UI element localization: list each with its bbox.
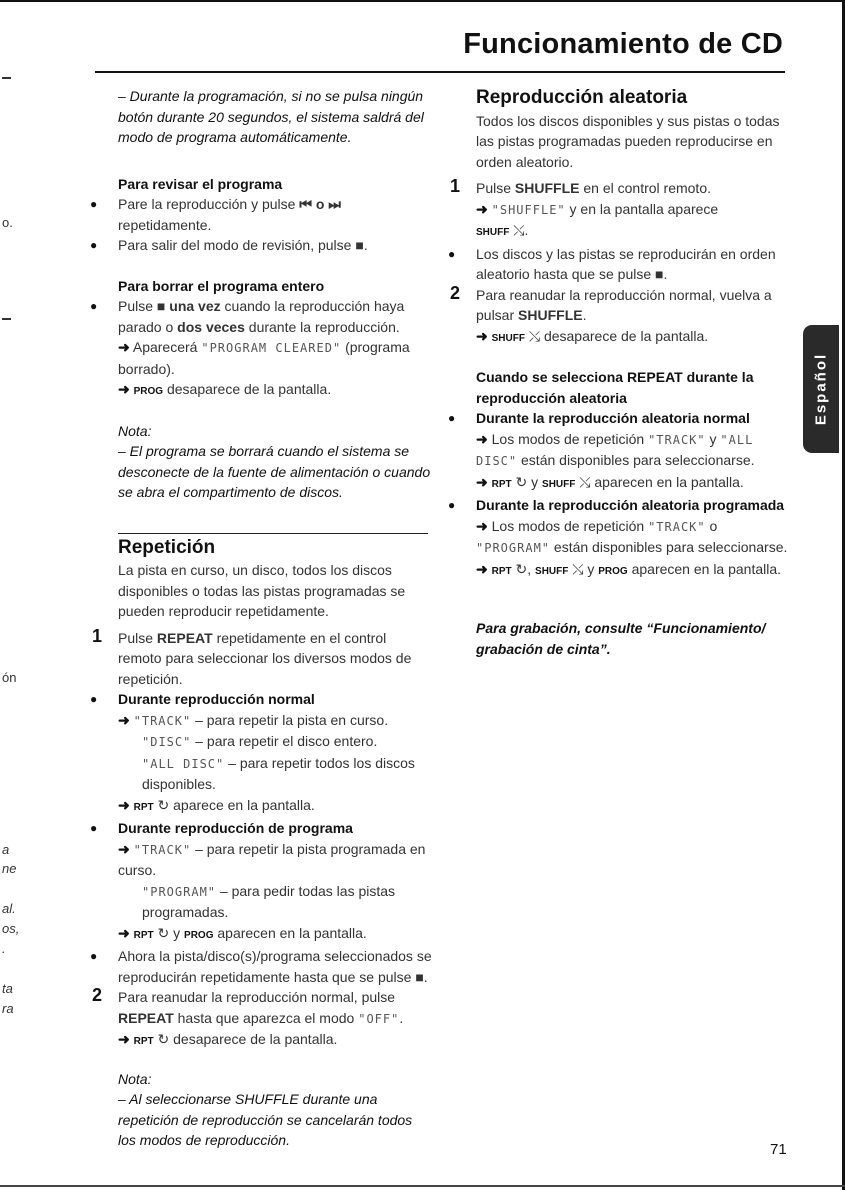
shuffle-title: Reproducción aleatoria [476, 87, 688, 108]
repeat-title: Repetición [118, 536, 216, 558]
page-number: 71 [770, 1141, 787, 1158]
margin-fragment: . [2, 941, 6, 956]
left-column: – Durante la programación, si no se pulsa ningún botón durante 20 segundos, el sistema saldrá del modo de programa automáticamente. Para revisar el programa ● Pare la reproducción y pulse ⏮ o ⏭ repetidamente. ● Para salir del modo de revisión, pulse ■. Para borrar el programa entero ● Pulse ■ una vez cuando la reproducción haya parado o dos veces durante la reproducción. ➜ Aparecerá "PROGRAM CLEARED" (programa borrado). ➜ PROG desaparece de la pantalla. Nota: – El programa se borrará cuando el sistema se desconecte de la fuente de alimentación o cuando se abra el compartimento de discos. Repetición La pista en curso, un disco, todos los discos disponibles o todas las pistas programadas se pueden reproducir repetidamente. 1 Pulse REPEAT repetidamente en el control remoto para seleccionar los diversos modos de repetición. ● Durante reproducción normal ➜ "TRACK" – para repetir la pista en curso. "DISC" – para repetir el disco entero. "ALL DISC" – para repetir todos los discos disponibles. ➜ RPT ↻ aparece en la pantalla. ● Durante reproducción de programa ➜ "TRACK" – para repetir la pista programada en curso. "PROGRAM" – para pedir todas las pistas programadas. ➜ RPT ↻ y PROG aparecen en la pantalla. ● Ahora la pista/disco(s)/programa seleccionados se reproducirán repetidamente hasta que se pulse ■. 2 Para reanudar la reproducción normal, pulse REPEAT hasta que aparezca el modo "OFF". ➜ RPT ↻ desaparece de la pantalla. Nota: – Al seleccionarse SHUFFLE durante una repetición de reproducción se cancelarán todos los modos de reproducción. [118, 86, 433, 1151]
skip-icons: ⏮ o ⏭ [299, 196, 341, 212]
page-border-top [0, 0, 845, 2]
repeat-step-1: 1 Pulse REPEAT repetidamente en el control remoto para seleccionar los diversos modos de repetición. [92, 625, 412, 687]
repeat-during-shuffle-heading: Cuando se selecciona REPEAT durante la reproducción aleatoria [476, 369, 754, 406]
review-bullet-2: ● Para salir del modo de revisión, pulse ■. [118, 235, 433, 256]
margin-fragment: al. [2, 901, 16, 916]
repeat-icon: ↻ [157, 1031, 170, 1047]
margin-fragment: a [2, 842, 10, 857]
rpt-indicator: RPT [133, 1036, 154, 1047]
arrow-icon: ➜ [476, 560, 488, 577]
shuffle-intro: Todos los discos disponibles y sus pistas o todas las pistas programadas pueden reproducirse en orden aleatorio. [476, 112, 780, 170]
margin-dash [2, 318, 11, 320]
shuffle-step-2: 2 Para reanudar la reproducción normal, vuelva a pulsar SHUFFLE. ➜ SHUFF ⤯ desaparece de la pantalla. [450, 282, 772, 344]
margin-fragment: ón [2, 670, 17, 685]
header-rule [95, 71, 785, 73]
repeat-step-2: 2 Para reanudar la reproducción normal, pulse REPEAT hasta que aparezca el modo "OFF". ➜ RPT ↻ desaparece de la pantalla. [92, 985, 404, 1047]
arrow-icon: ➜ [476, 473, 488, 490]
note-text: – Al seleccionarse SHUFFLE durante una repetición de reproducción se cancelarán todos los modos de reproducción. [118, 1091, 413, 1148]
stop-icon: ■ [355, 237, 364, 253]
rpt-indicator: RPT [133, 801, 154, 813]
page-border-bottom [0, 1185, 845, 1187]
lcd-text: "PROGRAM CLEARED" [201, 341, 342, 355]
repeat-now-bullet: ● Ahora la pista/disco(s)/programa seleccionados se reproducirán repetidamente hasta que se pulse ■. [118, 946, 433, 987]
shuffle-icon: ⤯ [513, 222, 525, 238]
prog-indicator: PROG [133, 386, 164, 397]
prog-indicator: PROG [598, 565, 628, 577]
stop-icon: ■ [156, 298, 166, 314]
prog-indicator: PROG [184, 929, 214, 941]
programmed-shuffle-heading: ● Durante la reproducción aleatoria programada [476, 495, 788, 516]
note-text: – El programa se borrará cuando el sistema se desconecte de la fuente de alimentación o cuando se abra el compartimento de discos. [118, 443, 431, 500]
arrow-icon: ➜ [118, 840, 130, 857]
arrow-icon: ➜ [476, 200, 488, 217]
shuff-indicator: SHUFF [476, 227, 510, 238]
normal-play-heading: ● Durante reproducción normal [118, 689, 433, 710]
arrow-icon: ➜ [118, 924, 130, 941]
erase-bullet: ● Pulse ■ una vez cuando la reproducción haya parado o dos veces durante la reproducción. ➜ Aparecerá "PROGRAM CLEARED" (programa borrado). ➜ PROG desaparece de la pantalla. [118, 296, 433, 403]
review-heading: Para revisar el programa [118, 175, 283, 192]
shuffle-bullet: ● Los discos y las pistas se reproducirán en orden aleatorio hasta que se pulse ■. [476, 244, 788, 285]
section-rule [118, 533, 428, 534]
shuffle-icon: ⤯ [528, 327, 541, 344]
shuffle-icon: ⤯ [579, 473, 591, 490]
rpt-indicator: RPT [491, 478, 512, 490]
program-play-heading: ● Durante reproducción de programa [118, 818, 433, 839]
stop-icon: ■ [655, 266, 664, 282]
note-label: Nota: [118, 422, 152, 439]
shuff-indicator: SHUFF [542, 478, 576, 490]
review-bullet-1: ● Pare la reproducción y pulse ⏮ o ⏭ repetidamente. [118, 194, 433, 235]
repeat-intro: La pista en curso, un disco, todos los discos disponibles o todas las pistas programadas se pueden reproducir repetidamente. [118, 562, 406, 619]
repeat-icon: ↻ [157, 924, 170, 941]
repeat-icon: ↻ [515, 473, 528, 490]
arrow-icon: ➜ [476, 430, 488, 447]
arrow-icon: ➜ [476, 517, 488, 534]
shuff-indicator: SHUFF [535, 565, 569, 577]
arrow-icon: ➜ [118, 381, 130, 397]
shuff-indicator: SHUFF [491, 332, 525, 344]
repeat-icon: ↻ [157, 796, 170, 813]
rpt-indicator: RPT [491, 565, 512, 577]
shuffle-icon: ⤯ [572, 560, 584, 577]
language-tab [803, 325, 839, 453]
margin-fragment: os, [2, 921, 20, 936]
shuffle-step-1: 1 Pulse SHUFFLE en el control remoto. ➜ "SHUFFLE" y en la pantalla aparece SHUFF ⤯. [450, 176, 719, 238]
arrow-icon: ➜ [118, 711, 130, 728]
normal-play-modes: ➜ "TRACK" – para repetir la pista en curso. [118, 711, 389, 728]
arrow-icon: ➜ [476, 327, 488, 344]
normal-shuffle-heading: ● Durante la reproducción aleatoria normal [476, 408, 788, 429]
note-label: Nota: [118, 1070, 152, 1087]
programming-note: – Durante la programación, si no se pulsa ningún botón durante 20 segundos, el sistema saldrá del modo de programa automáticamente. [118, 88, 424, 145]
arrow-icon: ➜ [118, 796, 130, 813]
margin-fragment: ne [2, 861, 17, 876]
right-column: Reproducción aleatoria Todos los discos disponibles y sus pistas o todas las pistas programadas pueden reproducirse en orden aleatorio. 1 Pulse SHUFFLE en el control remoto. ➜ "SHUFFLE" y en la pantalla aparece SHUFF ⤯. ● Los discos y las pistas se reproducirán en orden aleatorio hasta que se pulse ■. 2 Para reanudar la reproducción normal, vuelva a pulsar SHUFFLE. ➜ SHUFF ⤯ desaparece de la pantalla. Cuando se selecciona REPEAT durante la reproducción aleatoria ● Durante la reproducción aleatoria normal ➜ Los modos de repetición "TRACK" y "ALL DISC" están disponibles para seleccionarse. ➜ RPT ↻ y SHUFF ⤯ aparecen en la pantalla. ● Durante la reproducción aleatoria programada ➜ Los modos de repetición "TRACK" o "PROGRAM" están disponibles para seleccionarse. ➜ RPT ↻, SHUFF ⤯ y PROG aparecen en la pantalla. Para grabación, consulte “Funcionamiento/ grabación de cinta”. [476, 88, 788, 659]
arrow-icon: ➜ [118, 339, 130, 355]
erase-heading: Para borrar el programa entero [118, 277, 325, 294]
recording-reference: Para grabación, consulte “Funcionamiento/ grabación de cinta”. [476, 620, 766, 657]
margin-dash [2, 77, 11, 79]
margin-fragment: ta [2, 981, 13, 996]
page-title: Funcionamiento de CD [463, 28, 783, 60]
repeat-icon: ↻ [515, 560, 528, 577]
stop-icon: ■ [415, 968, 424, 985]
arrow-icon: ➜ [118, 1031, 130, 1047]
language-tab-label: Español [812, 352, 830, 426]
margin-fragment: ra [2, 1001, 14, 1016]
margin-fragment: o. [2, 215, 13, 230]
rpt-indicator: RPT [133, 929, 154, 941]
